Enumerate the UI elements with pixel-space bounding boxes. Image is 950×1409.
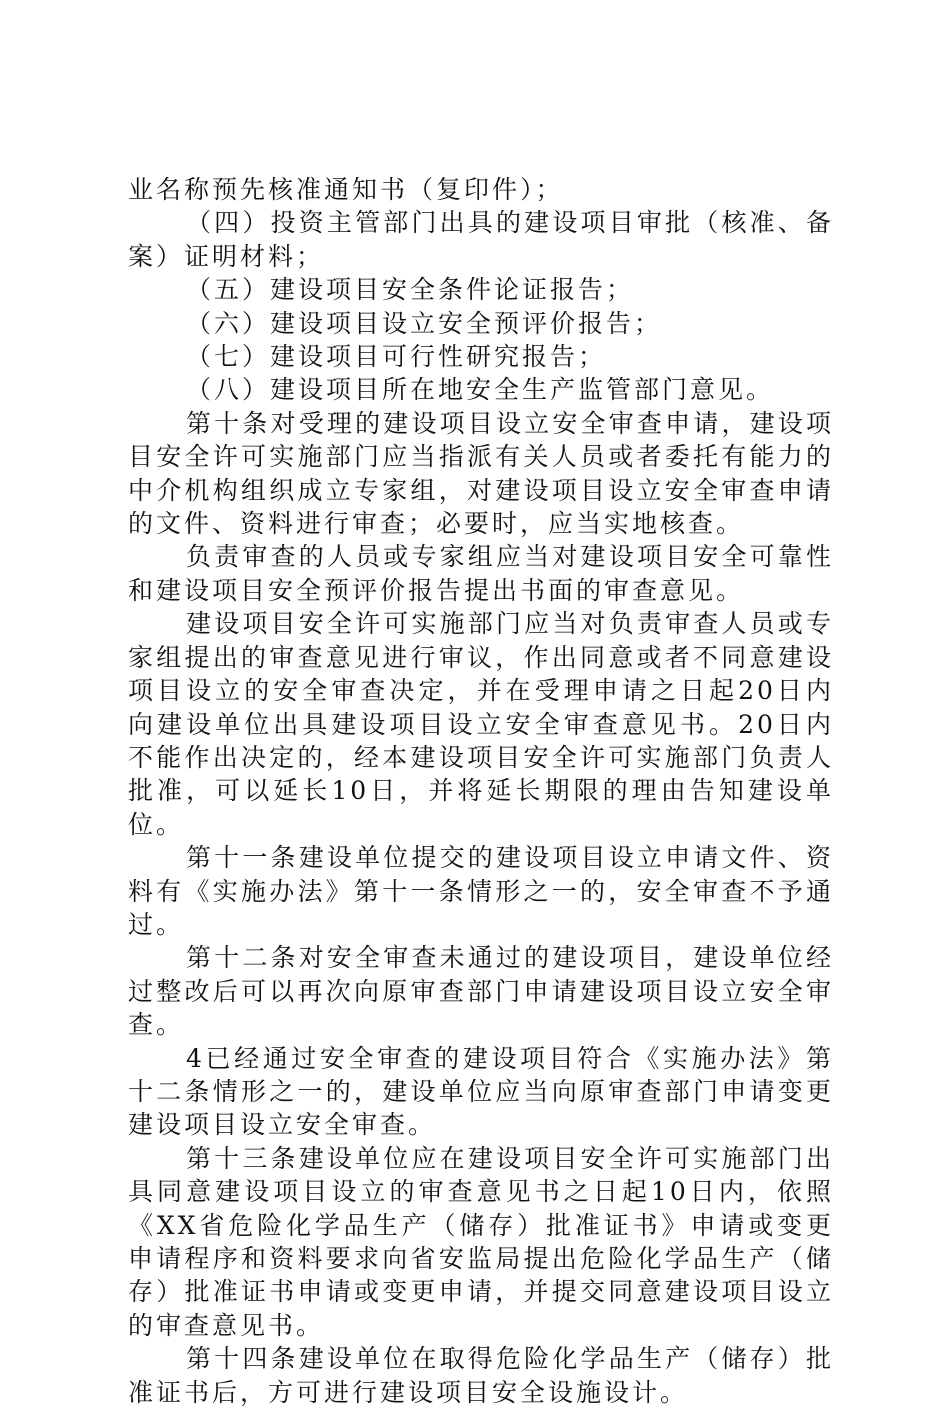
article-10-paragraph: 第十条对受理的建设项目设立安全审查申请，建设项目安全许可实施部门应当指派有关人员或者委托有能力的中介机构组织成立专家组，对建设项目设立安全审查申请的文件、资料进行审查；必要时，应当实地核查。 [128,408,834,539]
article-12-paragraph: 第十二条对安全审查未通过的建设项目，建设单位经过整改后可以再次向原审查部门申请建设项目设立安全审查。 [128,943,834,1040]
article-11-paragraph: 第十一条建设单位提交的建设项目设立申请文件、资料有《实施办法》第十一条情形之一的，安全审查不予通过。 [128,843,834,939]
article-13-paragraph: 第十三条建设单位应在建设项目安全许可实施部门出具同意建设项目设立的审查意见书之日起10日内，依照《XX省危险化学品生产（储存）批准证书》申请或变更申请程序和资料要求向省安监局提出危险化学品生产（储存）批准证书申请或变更申请，并提交同意建设项目设立的审查意见书。 [128,1143,834,1340]
review-decision-paragraph: 建设项目安全许可实施部门应当对负责审查人员或专家组提出的审查意见进行审议，作出同意或者不同意建设项目设立的安全审查决定，并在受理申请之日起20日内向建设单位出具建设项目设立安全审查意见书。20日内不能作出决定的，经本建设项目安全许可实施部门负责人批准，可以延长10日，并将延长期限的理由告知建设单位。 [128,609,834,839]
paragraph-continuation: 业名称预先核准通知书（复印件）； [128,175,564,204]
list-item-5: （五）建设项目安全条件论证报告； [186,275,635,305]
change-review-paragraph: 4已经通过安全审查的建设项目符合《实施办法》第十二条情形之一的，建设单位应当向原审查部门申请变更建设项目设立安全审查。 [128,1043,834,1140]
list-item-7: （七）建设项目可行性研究报告； [186,342,607,372]
list-item-6: （六）建设项目设立安全预评价报告； [186,308,663,338]
list-item-8: （八）建设项目所在地安全生产监管部门意见。 [186,375,775,405]
document-body [128,173,834,1409]
article-14-paragraph: 第十四条建设单位在取得危险化学品生产（储存）批准证书后，方可进行建设项目安全设施设计。 [128,1344,834,1407]
list-item-4: （四）投资主管部门出具的建设项目审批（核准、备案）证明材料； [128,208,834,271]
review-opinion-paragraph: 负责审查的人员或专家组应当对建设项目安全可靠性和建设项目安全预评价报告提出书面的审查意见。 [128,542,834,605]
